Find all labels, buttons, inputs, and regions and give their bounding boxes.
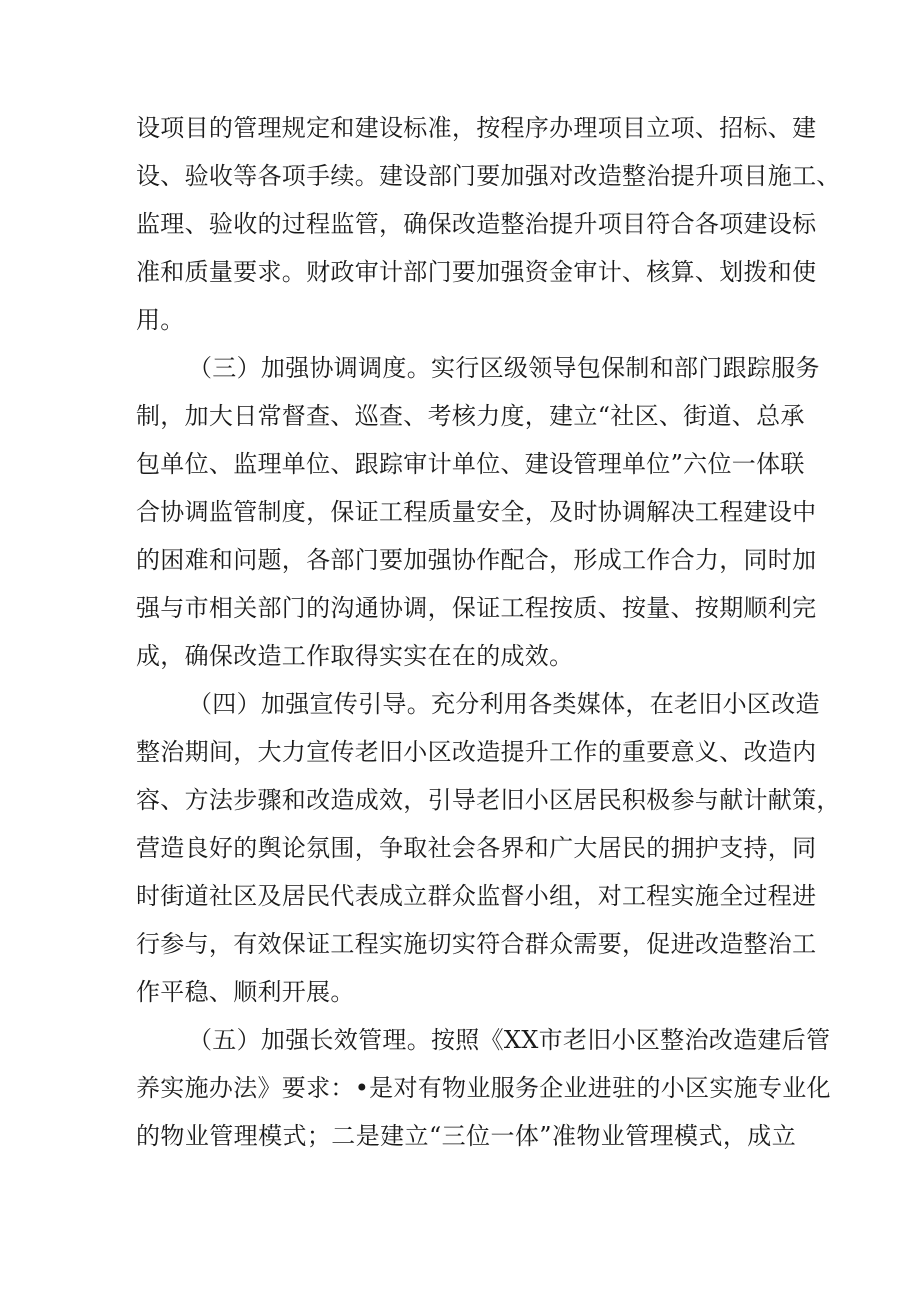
text-line: 用。	[136, 306, 185, 334]
text-line: （五）加强长效管理。按照《XX市老旧小区整治改造建后管	[188, 1026, 831, 1054]
text-line: 合协调监管制度，保证工程质量安全，及时协调解决工程建设中	[136, 498, 817, 526]
text-line: 的困难和问题，各部门要加强协作配合，形成工作合力，同时加	[136, 546, 817, 574]
text-line: 成，确保改造工作取得实实在在的成效。	[136, 642, 574, 670]
text-line: 营造良好的舆论氛围，争取社会各界和广大居民的拥护支持，同	[136, 834, 817, 862]
document-body	[136, 104, 841, 1160]
text-line: 设、验收等各项手续。建设部门要加强对改造整治提升项目施工、	[136, 162, 841, 190]
paragraph	[136, 1016, 831, 1160]
text-line: 的物业管理模式；二是建立“三位一体”准物业管理模式，成立	[136, 1122, 796, 1150]
text-line: 行参与，有效保证工程实施切实符合群众需要，促进改造整治工	[136, 930, 817, 958]
text-line: 监理、验收的过程监管，确保改造整治提升项目符合各项建设标	[136, 210, 817, 238]
text-line: 作平稳、顺利开展。	[136, 978, 355, 1006]
paragraph	[136, 344, 820, 680]
text-line: 整治期间，大力宣传老旧小区改造提升工作的重要意义、改造内	[136, 738, 817, 766]
text-line: 时街道社区及居民代表成立群众监督小组，对工程实施全过程进	[136, 882, 817, 910]
text-line: （四）加强宣传引导。充分利用各类媒体，在老旧小区改造	[188, 690, 820, 718]
text-line: 容、方法步骤和改造成效，引导老旧小区居民积极参与献计献策，	[136, 786, 841, 814]
text-line: 养实施办法》要求：•是对有物业服务企业进驻的小区实施专业化	[136, 1074, 831, 1102]
paragraph	[136, 680, 841, 1016]
text-line: 包单位、监理单位、跟踪审计单位、建设管理单位”六位一体联	[136, 450, 805, 478]
text-line: 设项目的管理规定和建设标准，按程序办理项目立项、招标、建	[136, 114, 817, 142]
text-line: 强与市相关部门的沟通协调，保证工程按质、按量、按期顺利完	[136, 594, 817, 622]
text-line: 制，加大日常督查、巡查、考核力度，建立“社区、街道、总承	[136, 402, 805, 430]
text-line: （三）加强协调调度。实行区级领导包保制和部门跟踪服务	[188, 354, 820, 382]
text-line: 准和质量要求。财政审计部门要加强资金审计、核算、划拨和使	[136, 258, 817, 286]
paragraph	[136, 104, 841, 344]
